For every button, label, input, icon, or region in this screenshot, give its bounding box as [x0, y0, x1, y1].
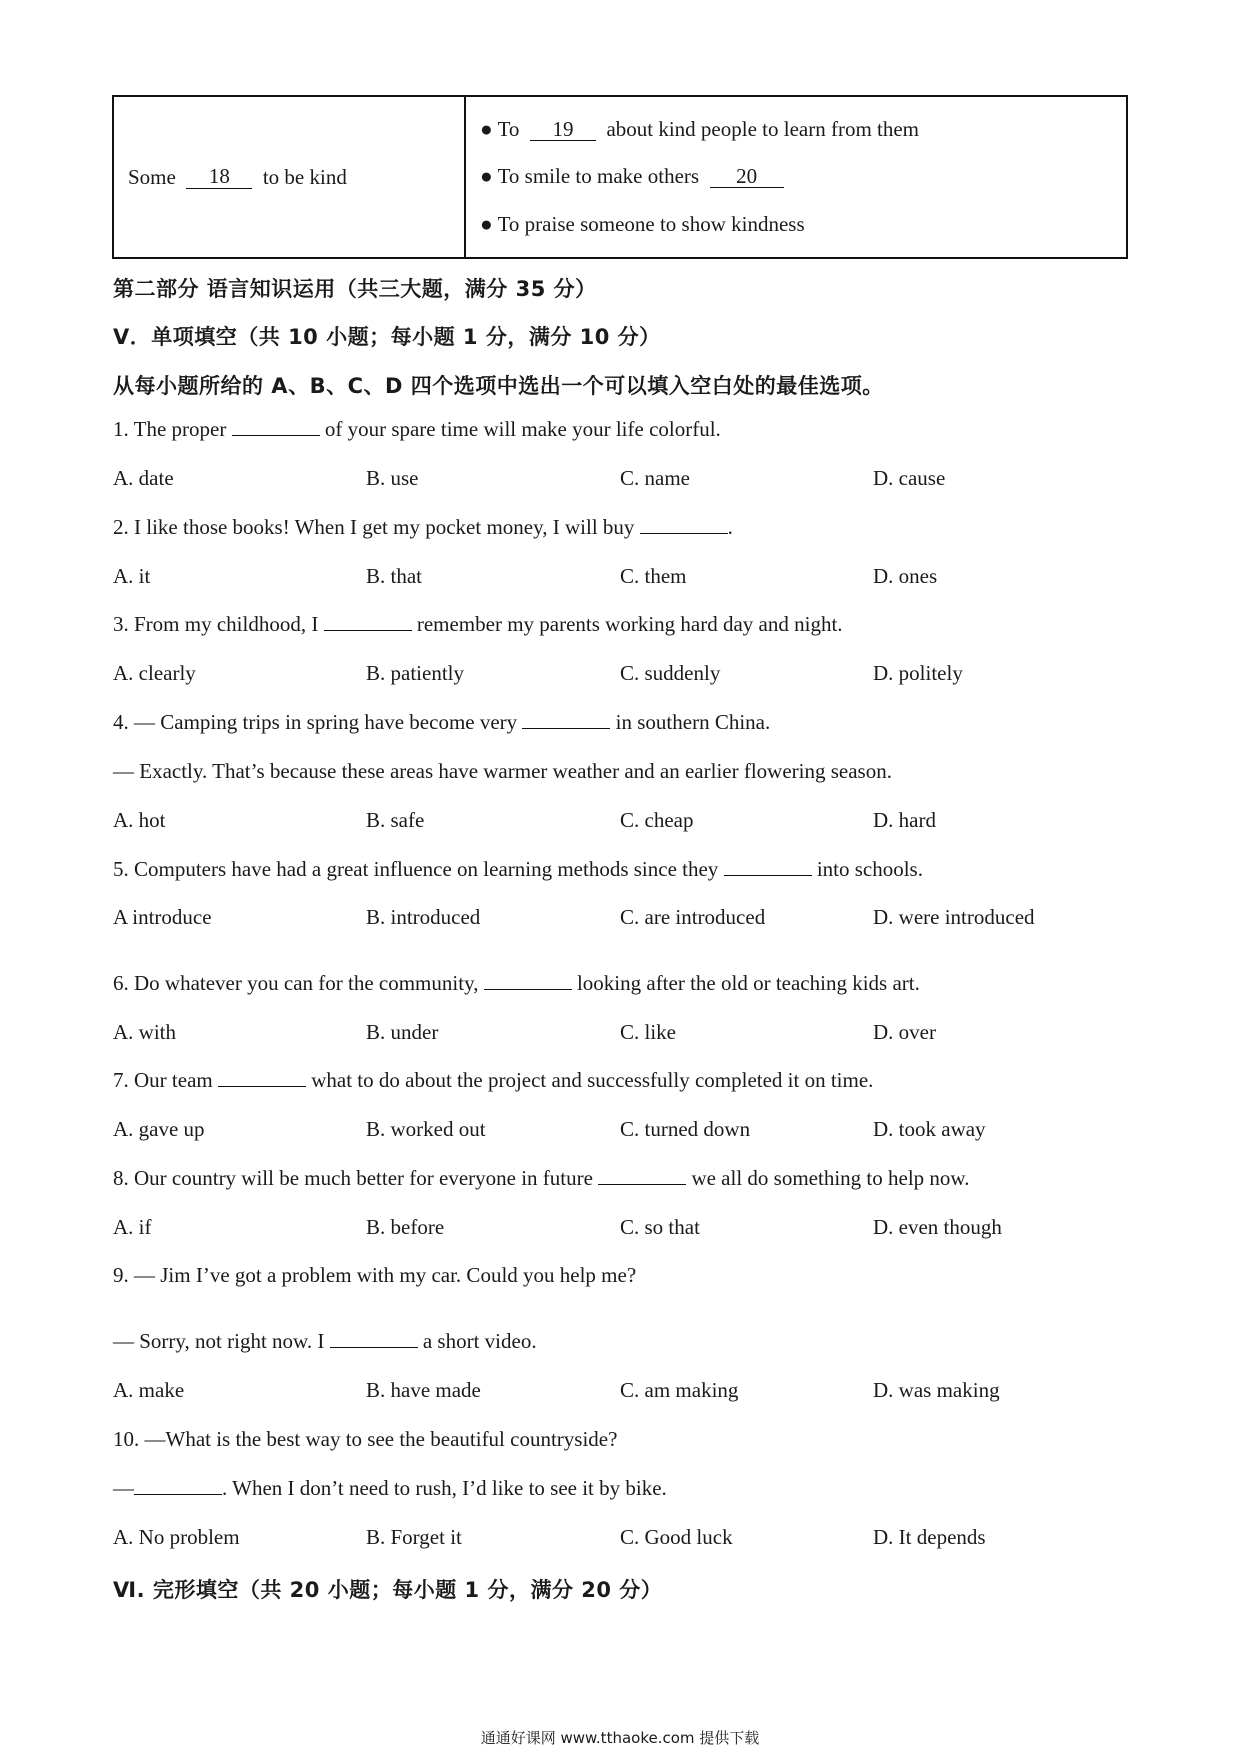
option-a: A. make — [113, 1378, 185, 1402]
question-4: 4. — Camping trips in spring have become very in southern China. — [113, 710, 771, 734]
option-d: D. was making — [873, 1378, 1000, 1402]
option-a: A. No problem — [113, 1525, 240, 1549]
option-c: C. name — [620, 466, 690, 490]
option-a: A. date — [113, 466, 174, 490]
options-8 — [113, 1215, 1093, 1243]
question-1: 1. The proper of your spare time will make your life colorful. — [113, 417, 721, 441]
option-c: C. am making — [620, 1378, 739, 1402]
blank-18: 18 — [186, 165, 252, 188]
option-d: D. ones — [873, 564, 938, 588]
row2-prefix: To smile to make others — [497, 164, 700, 188]
option-a: A. with — [113, 1020, 176, 1044]
options-10 — [113, 1525, 1093, 1553]
question-6: 6. Do whatever you can for the community, looking after the old or teaching kids art. — [113, 971, 920, 995]
option-b: B. patiently — [366, 661, 464, 685]
options-5 — [113, 905, 1093, 933]
answer-blank — [232, 417, 320, 436]
answer-blank — [330, 1329, 418, 1348]
option-d: D. politely — [873, 661, 963, 685]
table-row-3 — [480, 212, 805, 237]
option-a: A. if — [113, 1215, 152, 1239]
question-10-reply: — . When I don’t need to rush, I’d like to see it by bike. — [113, 1476, 667, 1500]
option-b: B. that — [366, 564, 422, 588]
bullet-icon: ● — [480, 117, 493, 141]
option-a: A. gave up — [113, 1117, 205, 1141]
answer-blank — [522, 710, 610, 729]
table-row-1 — [480, 117, 919, 142]
options-1 — [113, 466, 1093, 494]
question-10: 10. —What is the best way to see the beautiful countryside? — [113, 1427, 618, 1451]
option-a: A. it — [113, 564, 151, 588]
row3-text: To praise someone to show kindness — [497, 212, 805, 236]
question-9: 9. — Jim I’ve got a problem with my car. Could you help me? — [113, 1263, 637, 1287]
question-7: 7. Our team what to do about the project and successfully completed it on time. — [113, 1068, 874, 1092]
table-right-cell — [466, 97, 1126, 257]
summary-table — [112, 95, 1128, 259]
options-9 — [113, 1378, 1093, 1406]
question-9-reply: — Sorry, not right now. I a short video. — [113, 1329, 537, 1353]
option-c: C. suddenly — [620, 661, 721, 685]
option-d: D. took away — [873, 1117, 986, 1141]
option-d: D. were introduced — [873, 905, 1035, 929]
option-b: B. worked out — [366, 1117, 486, 1141]
answer-blank — [218, 1068, 306, 1087]
answer-blank — [484, 971, 572, 990]
option-b: B. safe — [366, 808, 425, 832]
option-b: B. use — [366, 466, 419, 490]
question-2: 2. I like those books! When I get my pocket money, I will buy . — [113, 515, 733, 539]
option-d: D. even though — [873, 1215, 1002, 1239]
options-3 — [113, 661, 1093, 689]
option-d: D. hard — [873, 808, 936, 832]
question-5: 5. Computers have had a great influence on learning methods since they into schools. — [113, 857, 923, 881]
section5-heading: Ⅴ．单项填空（共 10 小题；每小题 1 分，满分 10 分） — [113, 325, 661, 349]
option-a: A. hot — [113, 808, 166, 832]
option-d: D. cause — [873, 466, 946, 490]
row1-suffix: about kind people to learn from them — [606, 117, 920, 141]
option-c: C. are introduced — [620, 905, 766, 929]
option-d: D. It depends — [873, 1525, 986, 1549]
part2-heading: 第二部分 语言知识运用（共三大题，满分 35 分） — [113, 277, 597, 301]
option-b: B. before — [366, 1215, 445, 1239]
table-left-cell — [114, 97, 466, 257]
option-c: C. Good luck — [620, 1525, 733, 1549]
option-b: B. have made — [366, 1378, 481, 1402]
option-a: A. clearly — [113, 661, 196, 685]
option-b: B. Forget it — [366, 1525, 462, 1549]
option-d: D. over — [873, 1020, 936, 1044]
options-7 — [113, 1117, 1093, 1145]
bullet-icon: ● — [480, 212, 493, 236]
option-c: C. like — [620, 1020, 676, 1044]
answer-blank — [724, 857, 812, 876]
options-6 — [113, 1020, 1093, 1048]
option-c: C. cheap — [620, 808, 694, 832]
blank-19: 19 — [530, 118, 596, 141]
page-footer: 通通好课网 www.tthaoke.com 提供下载 — [480, 1729, 760, 1747]
option-b: B. under — [366, 1020, 439, 1044]
question-4-reply: — Exactly. That’s because these areas have warmer weather and an earlier flowering season. — [113, 759, 892, 783]
table-row-2 — [480, 164, 784, 189]
option-b: B. introduced — [366, 905, 481, 929]
section6-heading: Ⅵ. 完形填空（共 20 小题；每小题 1 分，满分 20 分） — [113, 1578, 663, 1602]
question-3: 3. From my childhood, I remember my parents working hard day and night. — [113, 612, 843, 636]
options-4 — [113, 808, 1093, 836]
option-c: C. them — [620, 564, 687, 588]
blank-20: 20 — [710, 165, 784, 188]
options-2 — [113, 564, 1093, 592]
section5-instruction: 从每小题所给的 A、B、C、D 四个选项中选出一个可以填入空白处的最佳选项。 — [113, 374, 884, 398]
option-a: A introduce — [113, 905, 212, 929]
bullet-icon: ● — [480, 164, 493, 188]
answer-blank — [598, 1166, 686, 1185]
question-8: 8. Our country will be much better for everyone in future we all do something to help now. — [113, 1166, 970, 1190]
row1-prefix: To — [497, 117, 520, 141]
left-suffix: to be kind — [262, 164, 347, 189]
option-c: C. turned down — [620, 1117, 751, 1141]
answer-blank — [640, 515, 728, 534]
option-c: C. so that — [620, 1215, 700, 1239]
answer-blank — [324, 612, 412, 631]
left-prefix: Some — [128, 164, 176, 189]
answer-blank — [134, 1476, 222, 1495]
